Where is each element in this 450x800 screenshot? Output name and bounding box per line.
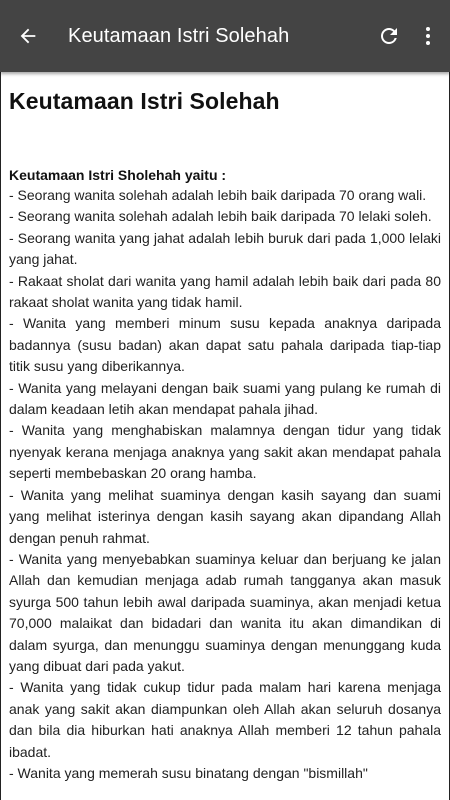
list-item: - Seorang wanita solehah adalah lebih baik daripada 70 lelaki soleh.: [9, 208, 432, 225]
list-item: - Rakaat sholat dari wanita yang hamil adalah lebih baik dari pada 80 rakaat sholat wanita yang tidak hamil.: [9, 272, 441, 311]
overflow-menu-button[interactable]: [408, 0, 448, 72]
list-item: - Wanita yang melihat suaminya dengan kasih sayang dan suami yang melihat isterinya dengan kasih sayang akan dipandang Allah dengan penuh rahmat.: [9, 486, 441, 546]
refresh-button[interactable]: [370, 0, 408, 72]
list-item: - Seorang wanita solehah adalah lebih baik daripada 70 orang wali.: [9, 187, 427, 203]
list-item: - Wanita yang tidak cukup tidur pada malam hari karena menjaga anak yang sakit akan diampunkan oleh Allah akan seluruh dosanya dan bila dia hiburkan hati anaknya Allah memberi 12 tahun pahala ibadat.: [9, 679, 441, 760]
article-heading: Keutamaan Istri Sholehah yaitu :: [9, 167, 227, 183]
article-content[interactable]: [0, 72, 450, 800]
list-item: - Wanita yang melayani dengan baik suami yang pulang ke rumah di dalam keadaan letih akan mendapat pahala jihad.: [9, 379, 441, 418]
more-vertical-icon: [416, 24, 440, 48]
article-title: Keutamaan Istri Solehah: [9, 88, 280, 114]
list-item: - Wanita yang memberi minum susu kepada anaknya daripada badannya (susu badan) akan dapat satu pahala daripada tiap-tiap titik susu yang diberikannya.: [9, 315, 441, 375]
back-button[interactable]: [0, 0, 56, 72]
list-item: - Wanita yang memerah susu binatang dengan "bismillah": [9, 764, 368, 781]
list-item: - Wanita yang menghabiskan malamnya dengan tidur yang tidak nyenyak kerana menjaga anaknya yang sakit akan mendapat pahala seperti membebaskan 20 orang hamba.: [9, 422, 441, 482]
article-list: [9, 185, 441, 784]
list-item: - Wanita yang menyebabkan suaminya keluar dan berjuang ke jalan Allah dan kemudian menjaga adab rumah tangganya akan masuk syurga 500 tahun lebih awal daripada suaminya, akan menjadi ketua 70,000 malaikat dan bidadari dan wanita itu akan dimandikan di dalam syurga, dan menunggu suaminya dengan menunggang kuda yang dibuat dari pada yakut.: [9, 550, 441, 674]
app-bar: [0, 0, 450, 72]
app-bar-title: Keutamaan Istri Solehah: [68, 24, 290, 47]
arrow-left-icon: [17, 25, 39, 47]
list-item: - Seorang wanita yang jahat adalah lebih buruk dari pada 1,000 lelaki yang jahat.: [9, 229, 441, 268]
refresh-icon: [377, 24, 401, 48]
